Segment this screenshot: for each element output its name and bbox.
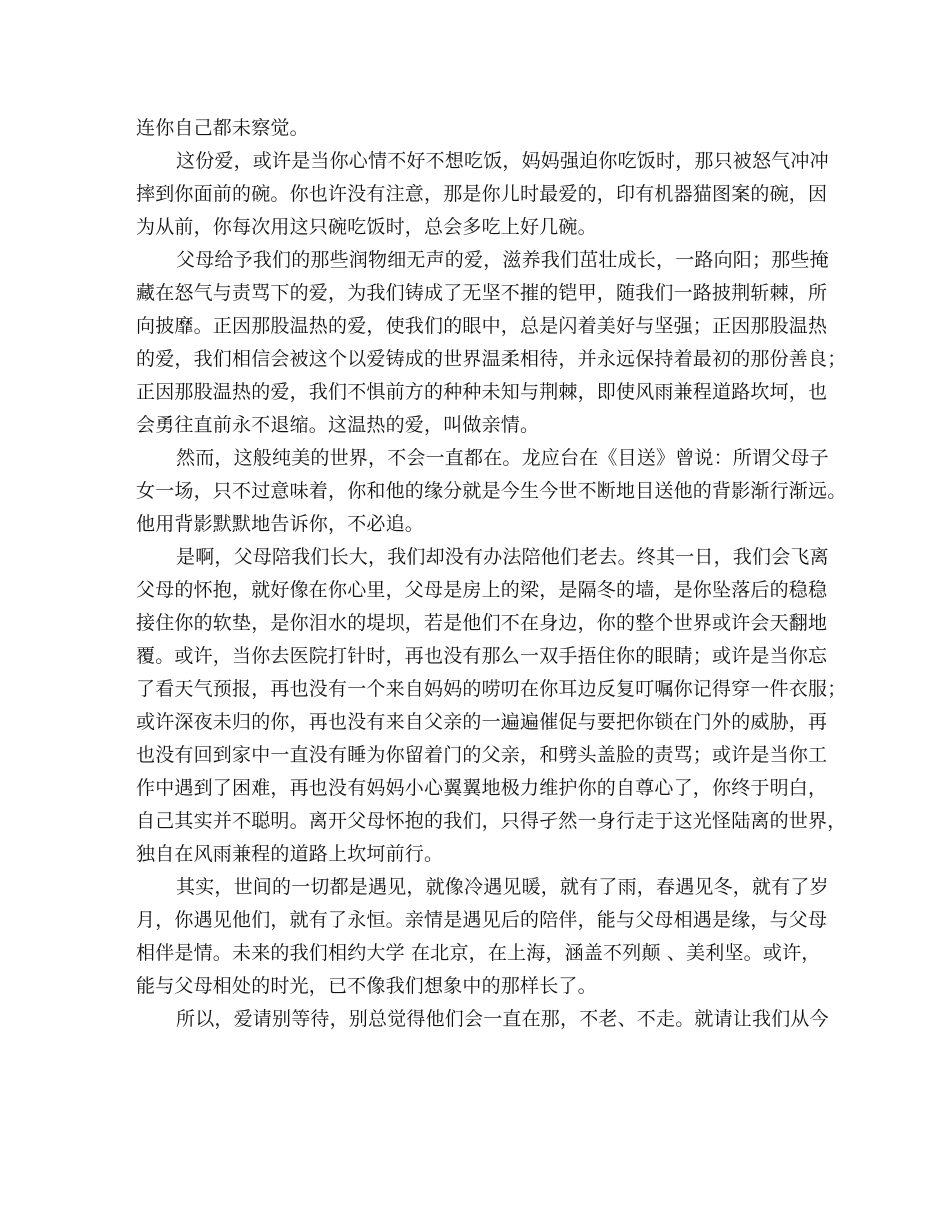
text-line: 然而，这般纯美的世界，不会一直都在。龙应台在《目送》曾说：所谓父母子 [176,447,829,469]
text-line: 会勇往直前永不退缩。这温热的爱，叫做亲情。 [136,414,540,436]
text-line: 的爱，我们相信会被这个以爱铸成的世界温柔相待，并永远保持着最初的那份善良； [136,348,847,370]
text-line: 其实，世间的一切都是遇见，就像冷遇见暖，就有了雨，春遇见冬，就有了岁 [176,876,829,898]
text-line: 正因那股温热的爱，我们不惧前方的种种未知与荆棘，即使风雨兼程道路坎坷，也 [136,381,828,403]
text-line: 接住你的软垫，是你泪水的堤坝，若是他们不在身边，你的整个世界或许会天翻地 [136,612,828,634]
text-line: 连你自己都未察觉。 [136,117,309,139]
text-line: 为从前，你每次用这只碗吃饭时，总会多吃上好几碗。 [136,216,597,238]
text-line: 父母给予我们的那些润物细无声的爱，滋养我们茁壮成长，一路向阳；那些掩 [176,249,829,271]
text-line: 自己其实并不聪明。离开父母怀抱的我们，只得孑然一身行走于这光怪陆离的世界， [136,810,847,832]
text-line: 独自在风雨兼程的道路上坎坷前行。 [136,843,444,865]
text-line: 或许深夜未归的你，再也没有来自父亲的一遍遍催促与要把你锁在门外的威胁，再 [136,711,828,733]
text-line: 是啊，父母陪我们长大，我们却没有办法陪他们老去。终其一日，我们会飞离 [176,546,829,568]
text-line: 他用背影默默地告诉你，不必追。 [136,513,425,535]
text-line: 摔到你面前的碗。你也许没有注意，那是你儿时最爱的，印有机器猫图案的碗，因 [136,183,828,205]
text-line: 也没有回到家中一直没有睡为你留着门的父亲，和劈头盖脸的责骂；或许是当你工 [136,744,828,766]
text-line: 了看天气预报，再也没有一个来自妈妈的唠叨在你耳边反复叮嘱你记得穿一件衣服； [136,678,847,700]
document-body [136,112,847,1036]
text-line: 藏在怒气与责骂下的爱，为我们铸成了无坚不摧的铠甲，随我们一路披荆斩棘，所 [136,282,828,304]
text-line: 覆。或许，当你去医院打针时，再也没有那么一双手捂住你的眼睛；或许是当你忘 [136,645,828,667]
text-line: 女一场，只不过意味着，你和他的缘分就是今生今世不断地目送他的背影渐行渐远。 [136,480,847,502]
text-line: 能与父母相处的时光，已不像我们想象中的那样长了。 [136,975,597,997]
text-line: 向披靡。正因那股温热的爱，使我们的眼中，总是闪着美好与坚强；正因那股温热 [136,315,828,337]
text-line: 相伴是情。未来的我们相约大学 在北京，在上海，涵盖不列颠 、美利坚。或许， [136,942,821,964]
text-line: 所以，爱请别等待，别总觉得他们会一直在那，不老、不走。就请让我们从今 [176,1008,829,1030]
text-line: 父母的怀抱，就好像在你心里，父母是房上的梁，是隔冬的墙，是你坠落后的稳稳 [136,579,828,601]
text-line: 这份爱，或许是当你心情不好不想吃饭，妈妈强迫你吃饭时，那只被怒气冲冲 [176,150,829,172]
text-line: 月，你遇见他们，就有了永恒。亲情是遇见后的陪伴，能与父母相遇是缘，与父母 [136,909,828,931]
text-line: 作中遇到了困难，再也没有妈妈小心翼翼地极力维护你的自尊心了，你终于明白， [136,777,828,799]
